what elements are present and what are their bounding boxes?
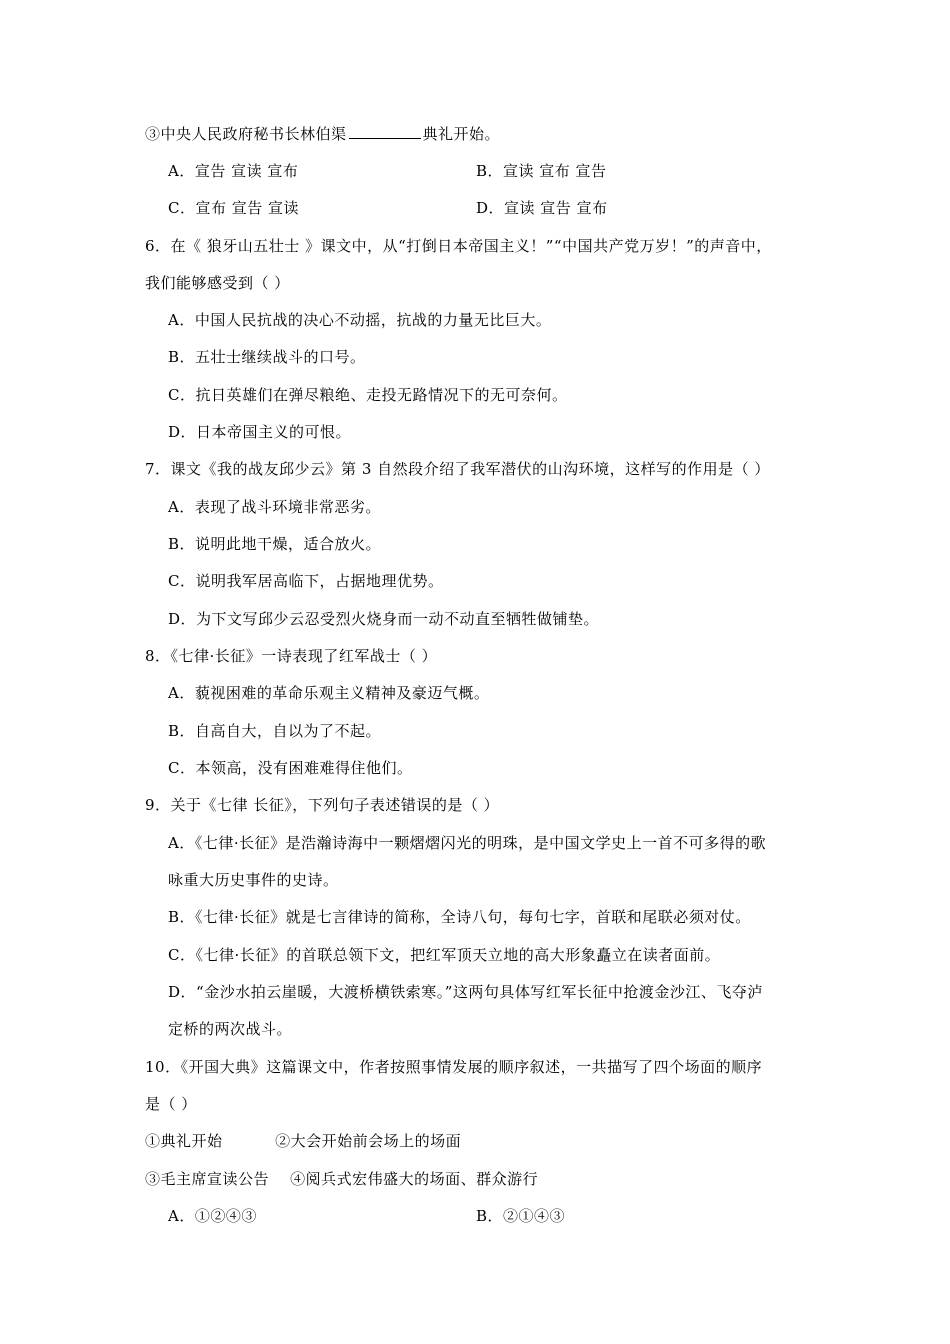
q9-option-c: C．《七律·长征》的首联总领下文，把红军顶天立地的高大形象矗立在读者面前。 (168, 946, 721, 964)
q8-option-b: B．自高自大，自以为了不起。 (168, 722, 382, 740)
q6-stem-line1: 6．在《 狼牙山五壮士 》课文中，从“打倒日本帝国主义！”“中国共产党万岁！”的声音中， (145, 237, 772, 255)
q5-item3-before: ③中央人民政府秘书长林伯渠 (145, 125, 347, 143)
q7-option-d: D．为下文写邱少云忍受烈火烧身而一动不动直至牺牲做铺垫。 (168, 610, 600, 628)
q10-option-a: A．①②④③ (168, 1207, 257, 1225)
q6-stem-line2: 我们能够感受到（ ） (145, 274, 290, 292)
q9-option-d-line2: 定桥的两次战斗。 (168, 1020, 293, 1038)
q10-items-line1: ①典礼开始 ②大会开始前会场上的场面 (145, 1132, 462, 1150)
q9-option-d-line1: D．“金沙水拍云崖暖，大渡桥横铁索寒。”这两句具体写红军长征中抢渡金沙江、飞夺泸 (168, 983, 763, 1001)
q5-answer-blank (349, 124, 421, 139)
q5-item3 (145, 124, 500, 144)
q8-option-a: A．藐视困难的革命乐观主义精神及豪迈气概。 (168, 684, 490, 702)
q9-option-a-line2: 咏重大历史事件的史诗。 (168, 871, 339, 889)
q5-option-b: B．宣读 宣布 宣告 (476, 162, 607, 180)
q7-option-b: B．说明此地干燥，适合放火。 (168, 535, 382, 553)
q7-stem: 7．课文《我的战友邱少云》第 3 自然段介绍了我军潜伏的山沟环境，这样写的作用是（ ） (145, 460, 770, 478)
q5-option-d: D．宣读 宣告 宣布 (476, 199, 608, 217)
q6-option-b: B．五壮士继续战斗的口号。 (168, 348, 366, 366)
q8-stem: 8．《七律·长征》一诗表现了红军战士（ ） (145, 647, 438, 665)
q7-option-c: C．说明我军居高临下，占据地理优势。 (168, 572, 444, 590)
q6-option-c: C．抗日英雄们在弹尽粮绝、走投无路情况下的无可奈何。 (168, 386, 568, 404)
q9-option-a-line1: A．《七律·长征》是浩瀚诗海中一颗熠熠闪光的明珠，是中国文学史上一首不可多得的歌 (168, 834, 767, 852)
q5-item3-after: 典礼开始。 (422, 125, 501, 143)
q8-option-c: C．本领高，没有困难难得住他们。 (168, 759, 413, 777)
q6-option-a: A．中国人民抗战的决心不动摇，抗战的力量无比巨大。 (168, 311, 552, 329)
q7-option-a: A．表现了战斗环境非常恶劣。 (168, 498, 381, 516)
q10-items-line2: ③毛主席宣读公告 ④阅兵式宏伟盛大的场面、群众游行 (145, 1170, 539, 1188)
q6-option-d: D．日本帝国主义的可恨。 (168, 423, 352, 441)
q5-option-a: A．宣告 宣读 宣布 (168, 162, 299, 180)
q9-stem: 9．关于《七律 长征》，下列句子表述错误的是（ ） (145, 796, 500, 814)
q10-option-b: B．②①④③ (476, 1207, 566, 1225)
q10-stem-line2: 是（ ） (145, 1095, 197, 1113)
q10-stem-line1: 10．《开国大典》这篇课文中，作者按照事情发展的顺序叙述，一共描写了四个场面的顺序 (145, 1058, 763, 1076)
q5-option-c: C．宣布 宣告 宣读 (168, 199, 300, 217)
q9-option-b: B．《七律·长征》就是七言律诗的简称，全诗八句，每句七字，首联和尾联必须对仗。 (168, 908, 751, 926)
